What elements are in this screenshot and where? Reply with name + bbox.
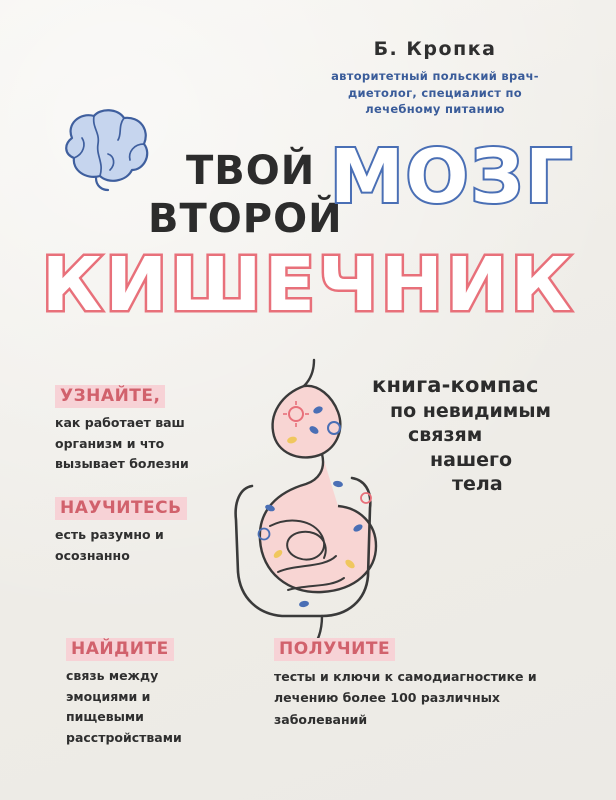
author-subtitle: авторитетный польский врач-диетолог, специалист по лечебному питанию: [331, 69, 539, 117]
title-word-mozg: МОЗГ: [330, 134, 575, 220]
bullet-heading: УЗНАЙТЕ,: [55, 385, 165, 408]
title-line-2: [148, 196, 343, 242]
brain-icon: [52, 104, 160, 196]
title-word-tvoi: ТВОЙ: [186, 148, 316, 194]
bullet-item-nauchites: [55, 497, 225, 566]
author-name: Б. Кропка: [373, 38, 497, 60]
title-line-1: [186, 148, 315, 194]
title-word-kishechnik: КИШЕЧНИК: [41, 242, 575, 328]
bullet-text: тесты и ключи к самодиагностике и лечению более 100 различных заболеваний: [274, 669, 537, 727]
author-block: [310, 38, 560, 118]
bullet-heading: ПОЛУЧИТЕ: [274, 638, 395, 661]
bullet-list-left: [55, 385, 225, 588]
bullet-text: как работает ваш организм и что вызывает болезни: [55, 415, 189, 472]
title-word-vtoroi: ВТОРОЙ: [148, 196, 343, 242]
compass-line-4: нашего: [430, 448, 512, 471]
bullet-item-naydite: [66, 638, 231, 749]
bullet-item-uznayte: [55, 385, 225, 475]
compass-line-1: книга-компас: [372, 373, 539, 397]
compass-tagline: [372, 372, 572, 496]
compass-line-2: по невидимым: [390, 399, 552, 422]
compass-line-5: тела: [452, 472, 503, 495]
bullet-heading: НАУЧИТЕСЬ: [55, 497, 187, 520]
bullet-item-poluchite: [274, 638, 564, 730]
compass-line-3: связям: [408, 424, 483, 447]
bullet-text: связь между эмоциями и пищевыми расстройствами: [66, 668, 182, 745]
bullet-text: есть разумно и осознанно: [55, 526, 164, 563]
bullet-heading: НАЙДИТЕ: [66, 638, 174, 661]
